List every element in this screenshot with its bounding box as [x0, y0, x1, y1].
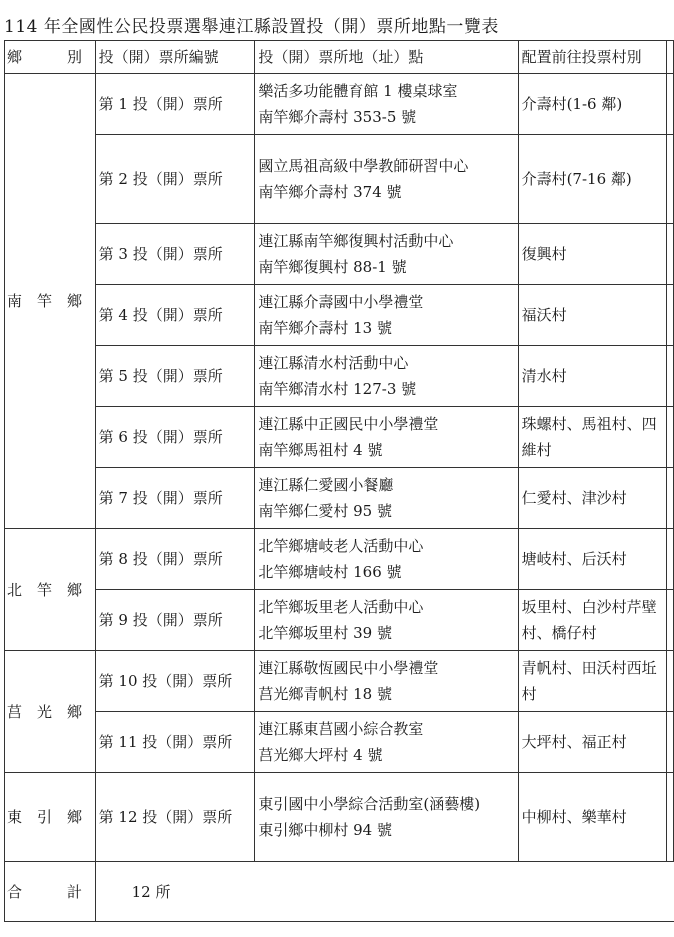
station-villages: 福沃村 [518, 285, 666, 346]
station-address: 南竿鄉復興村 88-1 號 [258, 258, 407, 276]
edge-cell [667, 651, 674, 712]
header-edge-cell [667, 41, 674, 74]
station-place: 連江縣介壽國中小學禮堂 [258, 293, 424, 311]
station-place: 東引國中小學綜合活動室(涵藝樓) [258, 795, 481, 813]
station-villages: 大坪村、福正村 [518, 712, 666, 773]
table-row [5, 346, 674, 407]
station-villages: 介壽村(1-6 鄰) [518, 74, 666, 135]
station-place: 連江縣清水村活動中心 [258, 354, 409, 372]
station-no: 第 4 投（開）票所 [95, 285, 255, 346]
edge-cell [667, 468, 674, 529]
station-villages: 青帆村、田沃村西坵村 [518, 651, 666, 712]
station-location [255, 346, 518, 407]
station-no: 第 5 投（開）票所 [95, 346, 255, 407]
township-cell: 莒 光 鄉 [5, 651, 96, 773]
station-villages: 仁愛村、津沙村 [518, 468, 666, 529]
table-row [5, 651, 674, 712]
total-value [95, 862, 673, 922]
edge-cell [667, 135, 674, 224]
station-villages: 介壽村(7-16 鄰) [518, 135, 666, 224]
edge-cell [667, 346, 674, 407]
station-place: 北竿鄉塘岐老人活動中心 [258, 537, 424, 555]
station-place: 樂活多功能體育館 1 樓桌球室 [258, 82, 458, 100]
table-row [5, 773, 674, 862]
total-row [5, 862, 674, 922]
station-place: 北竿鄉坂里老人活動中心 [258, 598, 424, 616]
station-no: 第 8 投（開）票所 [95, 529, 255, 590]
document-title: 114 年全國性公民投票選舉連江縣設置投（開）票所地點一覽表 [4, 17, 499, 37]
township-cell: 南 竿 鄉 [5, 74, 96, 529]
table-row [5, 407, 674, 468]
station-location [255, 224, 518, 285]
table-row [5, 712, 674, 773]
table-row [5, 529, 674, 590]
station-no: 第 11 投（開）票所 [95, 712, 255, 773]
station-villages: 清水村 [518, 346, 666, 407]
station-address: 南竿鄉馬祖村 4 號 [258, 441, 383, 459]
station-address: 南竿鄉介壽村 13 號 [258, 319, 392, 337]
table-row [5, 74, 674, 135]
station-location [255, 285, 518, 346]
edge-cell [667, 773, 674, 862]
station-no: 第 6 投（開）票所 [95, 407, 255, 468]
station-villages: 塘岐村、后沃村 [518, 529, 666, 590]
polling-station-table [4, 40, 674, 922]
header-station-no: 投（開）票所編號 [95, 41, 255, 74]
station-address: 北竿鄉塘岐村 166 號 [258, 563, 402, 581]
station-location [255, 712, 518, 773]
station-no: 第 2 投（開）票所 [95, 135, 255, 224]
edge-cell [667, 74, 674, 135]
station-place: 連江縣仁愛國小餐廳 [258, 476, 394, 494]
table-row [5, 590, 674, 651]
station-place: 連江縣中正國民中小學禮堂 [258, 415, 439, 433]
station-address: 莒光鄉青帆村 18 號 [258, 685, 392, 703]
station-location [255, 468, 518, 529]
table-row [5, 285, 674, 346]
station-location [255, 773, 518, 862]
edge-cell [667, 712, 674, 773]
station-location [255, 529, 518, 590]
station-address: 南竿鄉仁愛村 95 號 [258, 502, 392, 520]
station-no: 第 10 投（開）票所 [95, 651, 255, 712]
station-no: 第 1 投（開）票所 [95, 74, 255, 135]
station-no: 第 7 投（開）票所 [95, 468, 255, 529]
station-address: 東引鄉中柳村 94 號 [258, 821, 392, 839]
station-address: 莒光鄉大坪村 4 號 [258, 746, 383, 764]
edge-cell [667, 590, 674, 651]
station-villages: 珠螺村、馬祖村、四維村 [518, 407, 666, 468]
station-no: 第 3 投（開）票所 [95, 224, 255, 285]
station-location [255, 407, 518, 468]
station-address: 南竿鄉介壽村 374 號 [258, 183, 402, 201]
township-cell: 北 竿 鄉 [5, 529, 96, 651]
station-address: 北竿鄉坂里村 39 號 [258, 624, 392, 642]
edge-cell [667, 224, 674, 285]
header-location: 投（開）票所地（址）點 [255, 41, 518, 74]
header-township: 鄉 別 [5, 41, 96, 74]
station-no: 第 9 投（開）票所 [95, 590, 255, 651]
header-villages: 配置前往投票村別 [518, 41, 666, 74]
total-count: 12 所 [131, 882, 171, 901]
station-villages: 中柳村、樂華村 [518, 773, 666, 862]
station-address: 南竿鄉介壽村 353-5 號 [258, 108, 417, 126]
table-row [5, 135, 674, 224]
edge-cell [667, 407, 674, 468]
station-location [255, 651, 518, 712]
station-place: 國立馬祖高級中學教師研習中心 [258, 157, 469, 175]
station-location [255, 590, 518, 651]
table-row [5, 224, 674, 285]
station-place: 連江縣東莒國小綜合教室 [258, 720, 424, 738]
edge-cell [667, 285, 674, 346]
station-address: 南竿鄉清水村 127-3 號 [258, 380, 417, 398]
total-label: 合 計 [5, 862, 96, 922]
township-cell: 東 引 鄉 [5, 773, 96, 862]
table-header-row [5, 41, 674, 74]
station-villages: 復興村 [518, 224, 666, 285]
station-place: 連江縣南竿鄉復興村活動中心 [258, 232, 454, 250]
station-place: 連江縣敬恆國民中小學禮堂 [258, 659, 439, 677]
edge-cell [667, 529, 674, 590]
station-villages: 坂里村、白沙村芹壁村、橋仔村 [518, 590, 666, 651]
table-row [5, 468, 674, 529]
station-location [255, 135, 518, 224]
station-no: 第 12 投（開）票所 [95, 773, 255, 862]
station-location [255, 74, 518, 135]
